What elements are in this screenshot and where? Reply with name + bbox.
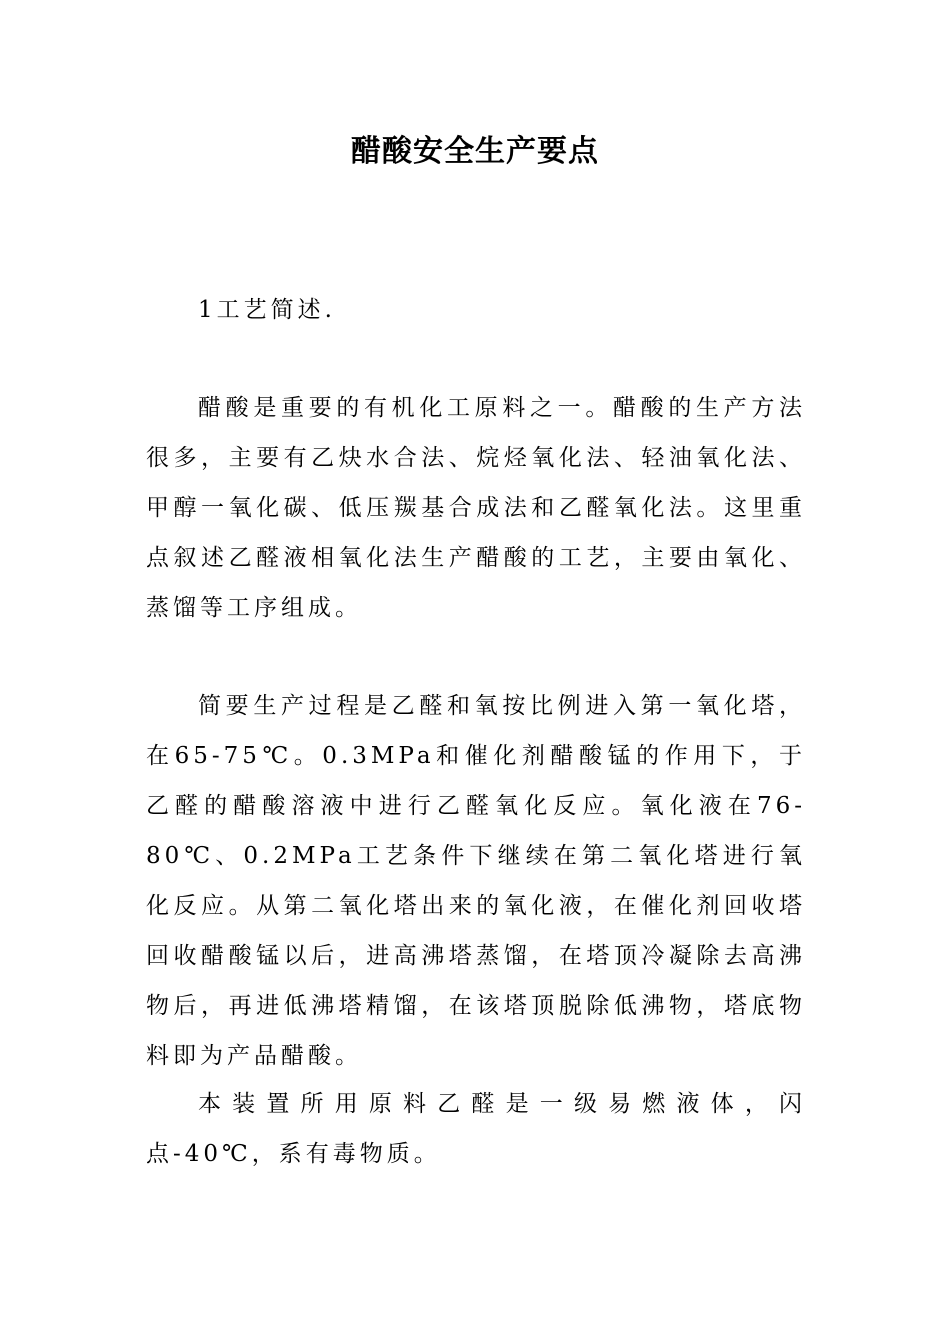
paragraph-raw-material-hazard: 本装置所用原料乙醛是一级易燃液体，闪点-40℃，系有毒物质。 bbox=[146, 1091, 806, 1167]
document-title: 醋酸安全生产要点 bbox=[351, 134, 599, 169]
paragraph-production-process: 简要生产过程是乙醛和氧按比例进入第一氧化塔，在65-75℃。0.3MPa和催化剂醋酸锰的作用下，于乙醛的醋酸溶液中进行乙醛氧化反应。氧化液在76-80℃、0.2MPa工艺条件下继续在第二氧化塔进行氧化反应。从第二氧化塔出来的氧化液，在催化剂回收塔回收醋酸锰以后，进高沸塔蒸馏，在塔顶冷凝除去高沸物后，再进低沸塔精馏，在该塔顶脱除低沸物，塔底物料即为产品醋酸。 bbox=[146, 693, 806, 1069]
paragraph-process-overview: 醋酸是重要的有机化工原料之一。醋酸的生产方法很多，主要有乙炔水合法、烷烃氧化法、轻油氧化法、甲醇一氧化碳、低压羰基合成法和乙醛氧化法。这里重点叙述乙醛液相氧化法生产醋酸的工艺，主要由氧化、蒸馏等工序组成。 bbox=[146, 395, 806, 621]
section-heading: 1工艺简述. bbox=[198, 297, 336, 323]
